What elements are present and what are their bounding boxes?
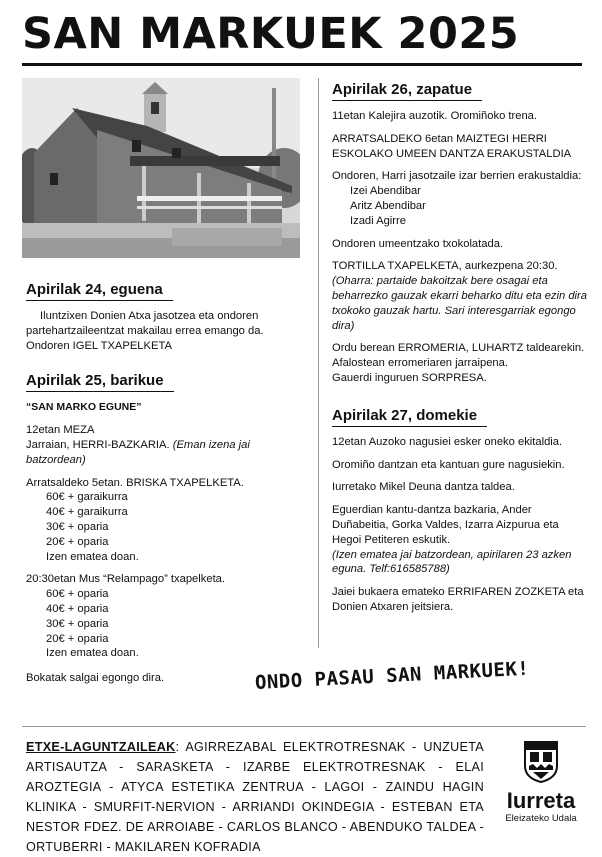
title-underline	[22, 63, 582, 66]
day1-paragraph-1: Iluntzixen Donien Atxa jasotzea eta ondoren partehartzaileentzat makailau errea emango da.	[26, 310, 264, 337]
briska-prize: 30€ + oparia	[46, 520, 109, 533]
column-divider	[318, 78, 319, 648]
heading-apirilak-27: Apirilak 27, domekie	[332, 406, 487, 427]
tortilla-line: TORTILLA TXAPELKETA, aurkezpena 20:30.	[332, 260, 558, 273]
mus-block	[26, 572, 308, 661]
briska-intro: Arratsaldeko 5etan. BRISKA TXAPELKETA.	[26, 476, 244, 489]
day3-erromeria	[332, 341, 590, 385]
day4-paragraph-5: Jaiei bukaera emateko ERRIFAREN ZOZKETA eta Donien Atxaren jeitsiera.	[332, 586, 584, 613]
mus-prize: 30€ + oparia	[46, 617, 109, 630]
day4-paragraph-1: 12etan Auzoko nagusiei esker oneko ekitaldia.	[332, 435, 563, 448]
bazkaria-registration-note: (Izen ematea jai batzordean, apirilaren 23 azken eguna. Telf:616585788)	[332, 548, 572, 576]
athlete-name: Izei Abendibar	[350, 185, 421, 198]
briska-prize: 60€ + garaikurra	[46, 491, 128, 504]
day3-paragraph-4: Ondoren umeentzako txokolatada.	[332, 237, 504, 250]
mus-prize: Izen ematea doan.	[46, 647, 139, 660]
mus-prize: 20€ + oparia	[46, 632, 109, 645]
meza-line: 12etan MEZA	[26, 424, 95, 437]
coat-of-arms-icon	[521, 740, 561, 784]
briska-prize: 20€ + oparia	[46, 535, 109, 548]
sponsors-block	[26, 737, 484, 857]
slogan: ONDO PASAU SAN MARKUEK!	[254, 657, 530, 694]
mus-prize: 40€ + oparia	[46, 602, 109, 615]
briska-prize: 40€ + garaikurra	[46, 506, 128, 519]
heading-apirilak-25: Apirilak 25, barikue	[26, 371, 174, 392]
bazkaria-text: Eguerdian kantu-dantza bazkaria, Ander Duñabeitia, Gorka Valdes, Izarra Aizpurua eta Hegoi Petiteren eskutik.	[332, 504, 559, 546]
iurreta-logo	[495, 740, 587, 832]
athlete-name: Izadi Agirre	[350, 214, 406, 227]
briska-block	[26, 476, 308, 565]
briska-prize: Izen ematea doan.	[46, 550, 139, 563]
day2-meza	[26, 423, 308, 467]
footer-divider	[22, 726, 586, 727]
day2-subtitle: “SAN MARKO EGUNE”	[26, 401, 142, 414]
bazkaria-note: (Eman izena jai batzordean)	[26, 438, 250, 466]
church-photo	[22, 78, 300, 258]
afalostean-line: Afalostean erromeriaren jarraipena.	[332, 357, 508, 370]
heading-apirilak-24: Apirilak 24, eguena	[26, 280, 173, 301]
harri-intro: Ondoren, Harri jasotzaile izar berrien erakustaldia:	[332, 170, 582, 183]
bokatak-line: Bokatak salgai egongo dira.	[26, 672, 165, 685]
logo-name: Iurreta	[506, 788, 576, 813]
mus-prize: 60€ + oparia	[46, 588, 109, 601]
sponsors-list: : AGIRREZABAL ELEKTROTRESNAK - UNZUETA ARTISAUTZA - SARASKETA - IZARBE ELEKTROTRESNAK - ELAI AROZTEGIA - ATYCA ESTETIKA ZENTRUA - LAGOI - ZAINDU HAGIN KLINIKA - SMURFIT-NERVION - ARRIANDI OKINDEGIA - ESTEBAN ETA NESTOR FDEZ. DE ARROIABE - CARLOS BLANCO - ABENDUKO TALDEA - ORTUBERRI - MAKILAREN KOFRADIA	[26, 740, 484, 854]
tortilla-note: (Oharra: partaide bakoitzak bere osagai eta beharrezko gauzak ekarri beharko ditu eta ezin dira txokoko gauzak hartu. Sari interesgarriak egongo dira)	[332, 275, 587, 332]
left-column	[26, 280, 308, 694]
day4-bazkaria	[332, 503, 590, 577]
erromeria-line: Ordu berean ERROMERIA, LUHARTZ taldearekin.	[332, 342, 585, 355]
mus-intro: 20:30etan Mus “Relampago” txapelketa.	[26, 573, 226, 586]
day3-paragraph-2: ARRATSALDEKO 6etan MAIZTEGI HERRI ESKOLAKO UMEEN DANTZA ERAKUSTALDIA	[332, 132, 572, 160]
logo-subtitle: Eleizateko Udala	[505, 813, 577, 824]
day3-paragraph-3	[332, 169, 590, 228]
sponsors-label: ETXE-LAGUNTZAILEAK	[26, 740, 176, 754]
day4-paragraph-2: Oromiño dantzan eta kantuan gure nagusiekin.	[332, 458, 565, 471]
bazkaria-line: Jarraian, HERRI-BAZKARIA.	[26, 438, 170, 451]
athlete-name: Aritz Abendibar	[350, 199, 426, 212]
day4-paragraph-3: Iurretako Mikel Deuna dantza taldea.	[332, 481, 515, 494]
heading-apirilak-26: Apirilak 26, zapatue	[332, 80, 482, 101]
day1-paragraph-2: Ondoren IGEL TXAPELKETA	[26, 339, 172, 352]
day3-paragraph-1: 11etan Kalejira auzotik. Oromiñoko trena.	[332, 110, 538, 122]
right-column	[332, 80, 590, 623]
day3-tortilla	[332, 259, 590, 333]
page-title: SAN MARKUEK 2025	[22, 9, 520, 59]
sorpresa-line: Gauerdi inguruen SORPRESA.	[332, 371, 487, 384]
